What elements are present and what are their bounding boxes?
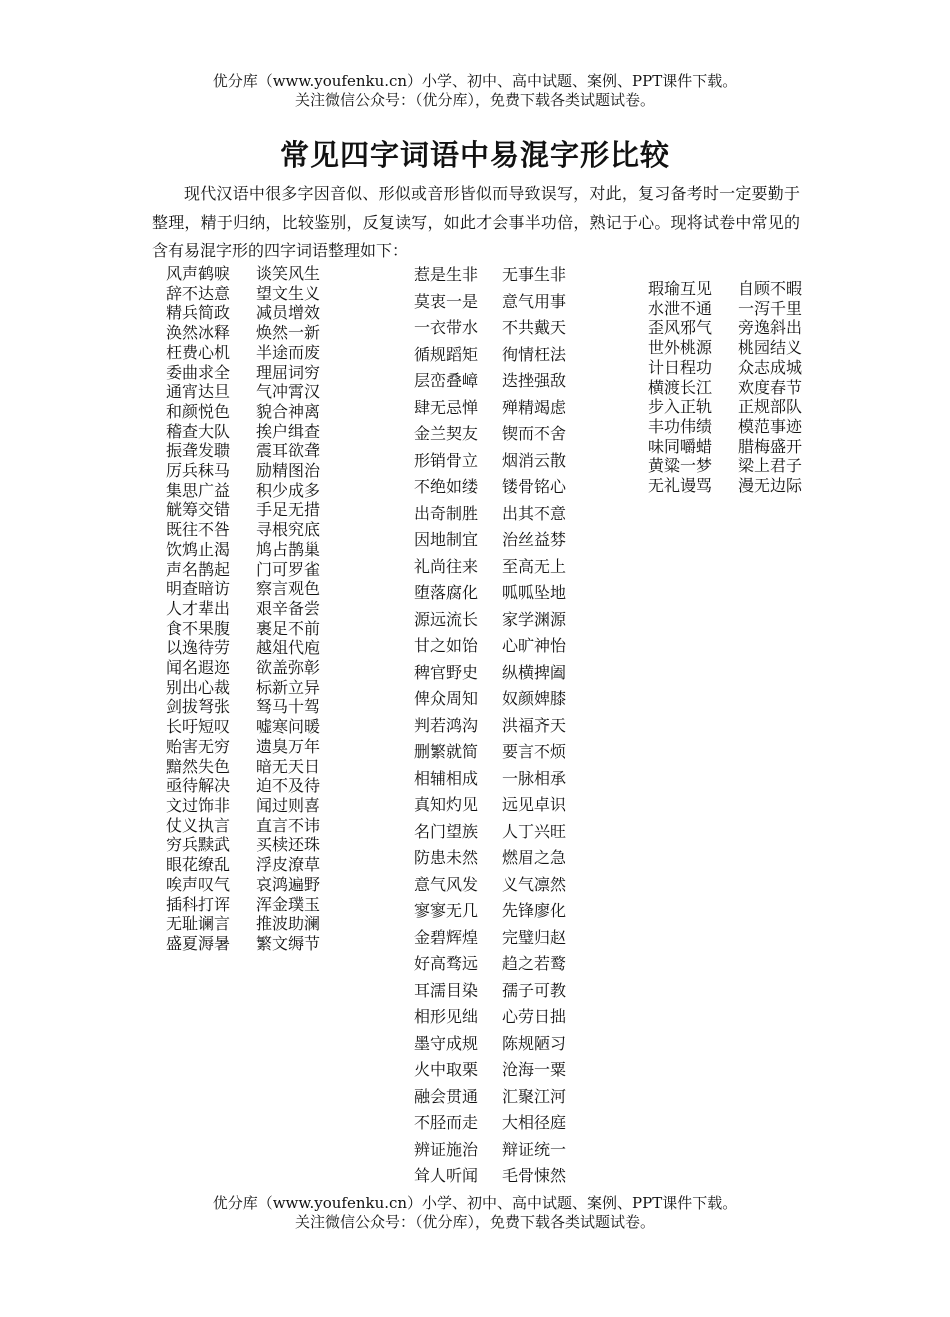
word-pair-row (166, 934, 320, 954)
word-pair-row (414, 342, 566, 369)
idiom-left: 无礼谩骂 (648, 476, 713, 496)
idiom-right: 自顾不暇 (738, 279, 803, 298)
idiom-left: 瑕瑜互见 (648, 279, 713, 298)
word-pair-row (414, 580, 566, 607)
idiom-left: 耸人听闻 (414, 1166, 479, 1185)
idiom-left: 堕落腐化 (414, 583, 479, 602)
idiom-right: 纵横捭阖 (502, 662, 567, 682)
idiom-left: 循规蹈矩 (414, 344, 479, 364)
idiom-left: 形销骨立 (414, 450, 479, 470)
word-pair-row (414, 978, 566, 1005)
idiom-right: 腊梅盛开 (738, 436, 803, 456)
idiom-left: 相辅相成 (414, 768, 479, 788)
word-pair-row (414, 527, 566, 554)
idiom-right: 察言观色 (256, 579, 321, 599)
word-pair-row (648, 378, 802, 398)
word-pair-row (414, 1004, 566, 1031)
idiom-right: 挨户缉查 (256, 421, 321, 441)
idiom-right: 手足无措 (256, 500, 321, 520)
word-pair-row (166, 402, 320, 422)
idiom-left: 集思广益 (166, 480, 231, 500)
idiom-right: 桃园结义 (738, 338, 803, 358)
idiom-right: 远见卓识 (502, 795, 567, 814)
idiom-left: 文过饰非 (166, 795, 231, 815)
word-pair-row (166, 599, 320, 619)
idiom-left: 因地制宜 (414, 530, 479, 549)
idiom-right: 镂骨铭心 (502, 477, 567, 496)
idiom-left: 觥筹交错 (166, 500, 231, 520)
idiom-right: 谈笑风生 (256, 264, 321, 283)
idiom-left: 明查暗访 (166, 579, 231, 599)
idiom-right: 遗臭万年 (256, 736, 321, 756)
idiom-left: 穷兵黩武 (166, 835, 231, 855)
page-header (0, 72, 950, 110)
word-pair-row (166, 520, 320, 540)
idiom-right: 一泻千里 (738, 298, 803, 318)
idiom-right: 辩证统一 (502, 1139, 567, 1159)
idiom-left: 礼尚往来 (414, 556, 479, 576)
idiom-left: 莫衷一是 (414, 291, 479, 311)
idiom-left: 金兰契友 (414, 424, 479, 443)
idiom-right: 鸠占鹊巢 (256, 539, 321, 559)
idiom-left: 辨证施治 (414, 1139, 479, 1159)
idiom-right: 一脉相承 (502, 768, 567, 788)
word-column-2 (414, 262, 566, 1190)
idiom-left: 一衣带水 (414, 318, 479, 337)
word-pair-row (414, 872, 566, 899)
word-pair-row (648, 299, 802, 319)
idiom-left: 横渡长江 (648, 377, 713, 397)
idiom-right: 要言不烦 (502, 742, 567, 761)
idiom-left: 剑拔弩张 (166, 697, 231, 717)
idiom-right: 减员增效 (256, 303, 321, 323)
idiom-left: 辞不达意 (166, 283, 231, 303)
word-pair-row (166, 441, 320, 461)
word-pair-row (166, 776, 320, 796)
word-pair-row (166, 461, 320, 481)
idiom-right: 驽马十驾 (256, 697, 321, 717)
idiom-left: 无耻谰言 (166, 914, 231, 934)
idiom-right: 梁上君子 (738, 456, 803, 476)
word-pair-row (166, 816, 320, 836)
idiom-left: 黯然失色 (166, 756, 231, 776)
idiom-right: 完璧归赵 (502, 927, 567, 947)
idiom-left: 既往不咎 (166, 520, 231, 540)
idiom-left: 唉声叹气 (166, 874, 231, 894)
idiom-left: 惹是生非 (414, 265, 479, 284)
idiom-right: 毛骨悚然 (502, 1166, 567, 1185)
word-pair-row (166, 500, 320, 520)
idiom-left: 世外桃源 (648, 338, 713, 358)
idiom-right: 震耳欲聋 (256, 441, 321, 461)
word-pair-row (648, 437, 802, 457)
word-pair-row (648, 338, 802, 358)
word-pair-row (414, 633, 566, 660)
word-pair-row (414, 686, 566, 713)
idiom-left: 肆无忌惮 (414, 397, 479, 417)
word-pair-row (414, 1057, 566, 1084)
word-pair-row (166, 363, 320, 383)
idiom-right: 家学渊源 (502, 609, 567, 629)
word-pair-row (166, 737, 320, 757)
idiom-left: 枉费心机 (166, 342, 231, 362)
header-line-1: 优分库（www.youfenku.cn）小学、初中、高中试题、案例、PPT课件下载。 (212, 72, 738, 90)
idiom-left: 好高骛远 (414, 954, 479, 973)
word-pair-row (414, 607, 566, 634)
idiom-right: 孺子可教 (502, 980, 567, 1000)
word-pair-row (166, 323, 320, 343)
idiom-right: 闻过则喜 (256, 795, 321, 815)
idiom-left: 亟待解决 (166, 776, 231, 796)
word-pair-row (166, 678, 320, 698)
idiom-right: 先锋廖化 (502, 901, 567, 920)
word-pair-row (166, 422, 320, 442)
idiom-left: 寥寥无几 (414, 901, 479, 920)
idiom-right: 裹足不前 (256, 618, 321, 638)
idiom-left: 源远流长 (414, 609, 479, 629)
word-pair-row (414, 792, 566, 819)
word-pair-row (166, 796, 320, 816)
word-pair-row (414, 819, 566, 846)
idiom-left: 振聋发聩 (166, 441, 231, 461)
idiom-left: 融会贯通 (414, 1086, 479, 1106)
idiom-right: 门可罗雀 (256, 559, 321, 579)
word-pair-row (166, 579, 320, 599)
word-pair-row (166, 717, 320, 737)
idiom-right: 买椟还珠 (256, 835, 321, 855)
word-pair-row (414, 554, 566, 581)
idiom-right: 至高无上 (502, 556, 567, 576)
idiom-right: 艰辛备尝 (256, 598, 321, 618)
idiom-right: 嘘寒问暖 (256, 717, 321, 737)
idiom-left: 厉兵秣马 (166, 461, 231, 481)
idiom-left: 防患未然 (414, 848, 479, 867)
word-pair-row (166, 540, 320, 560)
intro-paragraph: 现代汉语中很多字因音似、形似或音形皆似而导致误写，对此，复习备考时一定要勤于整理，精于归纳，比较鉴别，反复读写，如此才会事半功倍，熟记于心。现将试卷中常见的含有易混字形的四字词语整理如下： (152, 184, 800, 260)
idiom-right: 正规部队 (738, 397, 803, 417)
idiom-left: 黄粱一梦 (648, 456, 713, 476)
idiom-left: 计日程功 (648, 357, 713, 377)
idiom-left: 俾众周知 (414, 689, 479, 708)
word-pair-row (166, 757, 320, 777)
idiom-left: 长吁短叹 (166, 717, 231, 737)
word-pair-row (414, 421, 566, 448)
word-pair-row (166, 560, 320, 580)
idiom-right: 义气凛然 (502, 874, 567, 894)
idiom-right: 漫无边际 (738, 476, 803, 496)
idiom-left: 耳濡目染 (414, 980, 479, 1000)
word-pair-row (166, 835, 320, 855)
idiom-left: 金碧辉煌 (414, 927, 479, 947)
word-pair-row (166, 914, 320, 934)
word-pair-row (648, 417, 802, 437)
idiom-right: 标新立异 (256, 677, 321, 697)
idiom-right: 心劳日拙 (502, 1007, 567, 1026)
idiom-left: 盛夏溽暑 (166, 933, 231, 953)
idiom-right: 不共戴天 (502, 318, 567, 337)
word-pair-row (414, 713, 566, 740)
idiom-left: 精兵简政 (166, 303, 231, 323)
idiom-left: 插科打诨 (166, 894, 231, 914)
idiom-right: 望文生义 (256, 283, 321, 303)
header-line-2: 关注微信公众号：（优分库），免费下载各类试题试卷。 (294, 91, 655, 109)
idiom-right: 貌合神离 (256, 401, 321, 421)
word-pair-row (414, 1163, 566, 1190)
idiom-left: 味同嚼蜡 (648, 436, 713, 456)
idiom-right: 哀鸿遍野 (256, 874, 321, 894)
word-pair-row (414, 262, 566, 289)
word-pair-row (414, 368, 566, 395)
idiom-right: 无事生非 (502, 265, 567, 284)
word-pair-row (414, 395, 566, 422)
idiom-right: 洪福齐天 (502, 715, 567, 735)
idiom-left: 仗义执言 (166, 815, 231, 835)
idiom-right: 暗无天日 (256, 756, 321, 776)
idiom-left: 稗官野史 (414, 662, 479, 682)
word-pair-row (166, 343, 320, 363)
word-pair-row (166, 481, 320, 501)
word-pair-row (414, 845, 566, 872)
idiom-right: 治丝益棼 (502, 530, 567, 549)
word-pair-row (414, 925, 566, 952)
idiom-left: 不绝如缕 (414, 477, 479, 496)
idiom-left: 别出心裁 (166, 677, 231, 697)
word-pair-row (414, 766, 566, 793)
word-pair-row (414, 289, 566, 316)
idiom-left: 甘之如饴 (414, 636, 479, 655)
word-pair-row (648, 456, 802, 476)
idiom-right: 呱呱坠地 (502, 583, 567, 602)
word-pair-row (166, 658, 320, 678)
word-pair-row (166, 855, 320, 875)
idiom-left: 名门望族 (414, 821, 479, 841)
idiom-left: 人才辈出 (166, 598, 231, 618)
idiom-left: 丰功伟绩 (648, 416, 713, 436)
idiom-right: 直言不讳 (256, 815, 321, 835)
idiom-left: 步入正轨 (648, 397, 713, 417)
idiom-right: 积少成多 (256, 480, 321, 500)
idiom-right: 汇聚江河 (502, 1086, 567, 1106)
footer-line-2: 关注微信公众号：（优分库），免费下载各类试题试卷。 (294, 1213, 655, 1231)
idiom-right: 模范事迹 (738, 416, 803, 436)
word-pair-row (414, 739, 566, 766)
idiom-right: 浑金璞玉 (256, 894, 321, 914)
word-pair-row (166, 382, 320, 402)
word-pair-row (166, 303, 320, 323)
idiom-right: 越俎代庖 (256, 638, 321, 658)
word-pair-row (414, 315, 566, 342)
idiom-right: 旁逸斜出 (738, 318, 803, 338)
idiom-left: 饮鸩止渴 (166, 539, 231, 559)
word-pair-row (648, 358, 802, 378)
word-pair-row (166, 895, 320, 915)
page-footer (0, 1194, 950, 1232)
idiom-left: 涣然冰释 (166, 323, 231, 343)
page-title: 常见四字词语中易混字形比较 (279, 138, 670, 172)
idiom-left: 真知灼见 (414, 795, 479, 814)
idiom-left: 删繁就简 (414, 742, 479, 761)
idiom-right: 徇情枉法 (502, 344, 567, 364)
word-pair-row (414, 898, 566, 925)
idiom-right: 迫不及待 (256, 776, 321, 796)
idiom-right: 陈规陋习 (502, 1033, 567, 1053)
word-pair-row (414, 1031, 566, 1058)
idiom-left: 通宵达旦 (166, 382, 231, 402)
footer-line-1: 优分库（www.youfenku.cn）小学、初中、高中试题、案例、PPT课件下载。 (212, 1194, 738, 1212)
idiom-right: 励精图治 (256, 461, 321, 481)
idiom-right: 理屈词穷 (256, 362, 321, 382)
word-pair-row (648, 279, 802, 299)
idiom-right: 半途而废 (256, 342, 321, 362)
idiom-right: 焕然一新 (256, 323, 321, 343)
idiom-right: 寻根究底 (256, 520, 321, 540)
word-pair-row (414, 660, 566, 687)
idiom-left: 声名鹊起 (166, 559, 231, 579)
word-pair-row (414, 1137, 566, 1164)
word-pair-row (166, 264, 320, 284)
idiom-left: 歪风邪气 (648, 318, 713, 338)
idiom-right: 繁文缛节 (256, 933, 321, 953)
idiom-left: 意气风发 (414, 874, 479, 894)
idiom-right: 欲盖弥彰 (256, 658, 321, 678)
word-pair-row (648, 397, 802, 417)
idiom-left: 稽查大队 (166, 421, 231, 441)
idiom-left: 火中取栗 (414, 1060, 479, 1079)
idiom-left: 判若鸿沟 (414, 715, 479, 735)
word-pair-row (166, 619, 320, 639)
idiom-right: 出其不意 (502, 503, 567, 523)
idiom-right: 推波助澜 (256, 914, 321, 934)
idiom-right: 众志成城 (738, 357, 803, 377)
idiom-left: 不胫而走 (414, 1113, 479, 1132)
idiom-left: 以逸待劳 (166, 638, 231, 658)
idiom-left: 食不果腹 (166, 618, 231, 638)
idiom-right: 趋之若鹜 (502, 954, 567, 973)
word-column-3 (648, 279, 802, 496)
word-pair-row (414, 448, 566, 475)
word-pair-row (414, 474, 566, 501)
idiom-left: 闻名遐迩 (166, 658, 231, 678)
idiom-left: 风声鹤唳 (166, 264, 231, 283)
idiom-right: 气冲霄汉 (256, 382, 321, 402)
idiom-right: 迭挫强敌 (502, 371, 567, 390)
idiom-right: 浮皮潦草 (256, 855, 321, 875)
word-pair-row (414, 1110, 566, 1137)
idiom-right: 心旷神怡 (502, 636, 567, 655)
idiom-right: 殚精竭虑 (502, 397, 567, 417)
idiom-right: 燃眉之急 (502, 848, 567, 867)
idiom-left: 贻害无穷 (166, 736, 231, 756)
idiom-right: 烟消云散 (502, 450, 567, 470)
word-pair-row (414, 1084, 566, 1111)
idiom-right: 锲而不舍 (502, 424, 567, 443)
idiom-right: 大相径庭 (502, 1113, 567, 1132)
word-column-1 (166, 264, 320, 954)
idiom-left: 水泄不通 (648, 298, 713, 318)
idiom-left: 委曲求全 (166, 362, 231, 382)
idiom-right: 沧海一粟 (502, 1060, 567, 1079)
word-pair-row (648, 476, 802, 496)
word-pair-row (648, 318, 802, 338)
idiom-left: 层峦叠嶂 (414, 371, 479, 390)
idiom-left: 墨守成规 (414, 1033, 479, 1053)
idiom-left: 相形见绌 (414, 1007, 479, 1026)
idiom-left: 眼花缭乱 (166, 855, 231, 875)
idiom-left: 出奇制胜 (414, 503, 479, 523)
word-pair-row (166, 875, 320, 895)
word-pair-row (166, 284, 320, 304)
idiom-right: 欢度春节 (738, 377, 803, 397)
idiom-right: 奴颜婢膝 (502, 689, 567, 708)
word-pair-row (166, 638, 320, 658)
idiom-right: 人丁兴旺 (502, 821, 567, 841)
idiom-left: 和颜悦色 (166, 401, 231, 421)
word-pair-row (166, 697, 320, 717)
idiom-right: 意气用事 (502, 291, 567, 311)
word-pair-row (414, 501, 566, 528)
word-pair-row (414, 951, 566, 978)
